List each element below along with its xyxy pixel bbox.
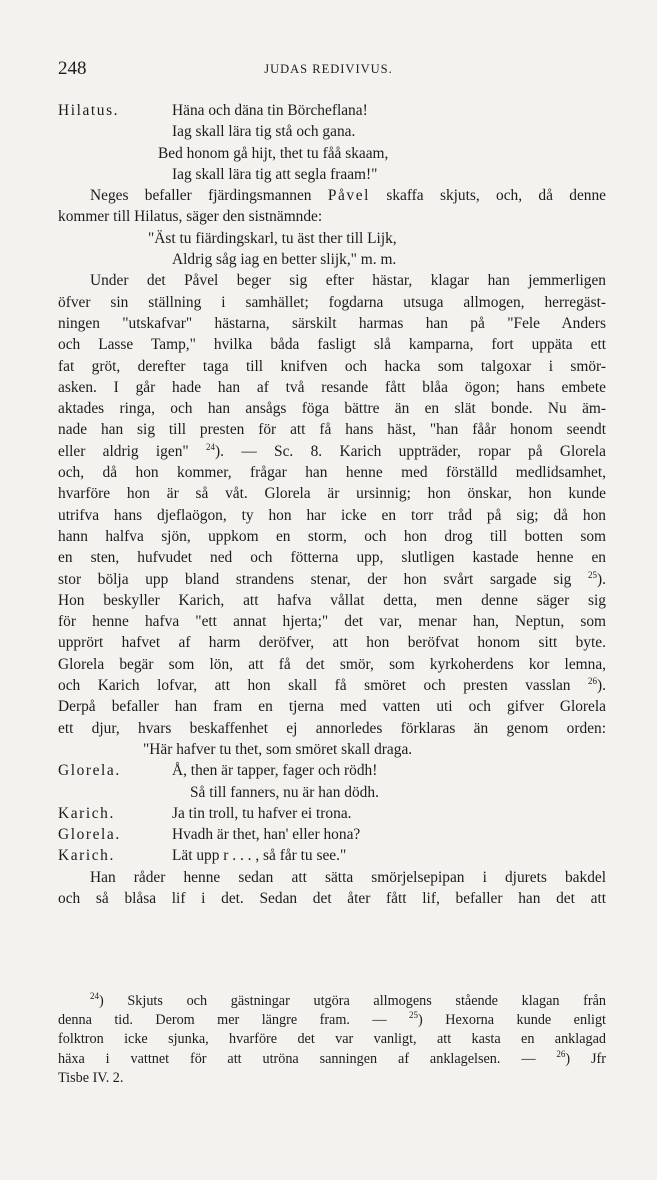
line-text: "Äst tu fiärdingskarl, tu äst ther till Lijk, xyxy=(148,229,397,247)
line-text: öfver sin ställning i samhället; fogdarna utsuga allmogen, herregäst- xyxy=(58,293,606,311)
line-text: upprört hafvet af harm deröfver, att hon beröfvat honom sitt byte. xyxy=(58,634,606,652)
line-text: Hvadh är thet, han' eller hona? xyxy=(172,826,361,844)
speaker-name: Glorela. xyxy=(58,762,121,780)
line-text: och så blåsa lif i det. Sedan det åter fått lif, befaller han det att xyxy=(58,889,606,907)
footnotes-line: häxa i vattnet för att utröna sanningen af anklagelsen. — $^{26}$) Jfr xyxy=(58,1048,606,1067)
lines-line xyxy=(58,462,606,483)
lines-line xyxy=(58,888,606,909)
line-text: aktades ringa, och han ansågs föga bättre än en slät bonde. Nu äm- xyxy=(58,400,606,418)
line-text: Lät upp r . . . , så får tu see." xyxy=(172,847,347,865)
line-text: Hon beskyller Karich, att hafva vållat detta, men denne säger sig xyxy=(58,591,606,609)
lines-line xyxy=(58,590,606,611)
line-text: en sten, hufvudet ned och fötterna upp, slutligen kastade henne en xyxy=(58,549,606,567)
lines-line xyxy=(58,143,606,164)
line-text: och, då hon kommer, frågar han henne med förställd medlidsamhet, xyxy=(58,464,606,482)
line-text: och Lasse Tamp," hvilka båda fasligt slå kamparna, fort uppäta ett xyxy=(58,336,606,354)
line-text: Tisbe IV. 2. xyxy=(58,1069,124,1086)
lines-line xyxy=(58,718,606,739)
line-text: Så till fanners, nu är han dödh. xyxy=(190,783,379,801)
line-text: ningen "utskafvar" hästarna, särskilt harmas han på "Fele Anders xyxy=(58,314,606,332)
footnote-marker: 24 xyxy=(206,441,216,452)
lines-line xyxy=(58,313,606,334)
lines-line xyxy=(58,100,606,121)
lines-line xyxy=(58,526,606,547)
lines-line xyxy=(58,696,606,717)
footnotes xyxy=(58,992,606,1088)
footnotes-line xyxy=(58,1030,606,1049)
lines-line xyxy=(58,377,606,398)
lines-line xyxy=(58,270,606,291)
footnote-marker: 24 xyxy=(90,991,99,1001)
lines-line xyxy=(58,398,606,419)
line-text: för henne hafva "ett annat hjerta;" det var, menar han, Neptun, som xyxy=(58,613,606,631)
running-head: JUDAS REDIVIVUS. xyxy=(264,62,393,76)
line-text: kommer till Hilatus, säger den sistnämnde: xyxy=(58,208,323,226)
line-text: Iag skall lära tig att segla fraam!" xyxy=(172,165,378,183)
lines-line xyxy=(58,803,606,824)
lines-line: Neges befaller fjärdingsmannen Påvel skaffa skjuts, och, då denne xyxy=(90,187,606,205)
line-text: hvarföre hon är så våt. Glorela är ursinnig; hon önskar, hon kunde xyxy=(58,485,606,503)
lines-line xyxy=(58,206,606,227)
line-text: hann halfva sjön, uppkom en storm, och hon drog till botten som xyxy=(58,527,606,545)
lines-line xyxy=(58,824,606,845)
lines-line xyxy=(58,121,606,142)
lines-line xyxy=(58,782,606,803)
speaker-name: Hilatus. xyxy=(58,102,120,119)
footnote-marker: 26 xyxy=(588,676,598,687)
lines-line: eller aldrig igen" $^{24}$). — Sc. 8. Karich uppträder, ropar på Glorela xyxy=(58,441,607,460)
lines-line xyxy=(58,632,606,653)
speaker-name: Karich. xyxy=(58,847,115,865)
main-text xyxy=(58,100,606,909)
lines-line xyxy=(58,249,606,270)
lines-line xyxy=(58,334,606,355)
line-text: Glorela begär som lön, att få det smör, som kyrkoherdens kor lemna, xyxy=(58,655,606,673)
footnote-marker: 26 xyxy=(556,1048,566,1059)
line-text: Derpå befaller han fram en tjerna med vatten uti och gifver Glorela xyxy=(58,698,606,716)
lines-line xyxy=(58,483,606,504)
line-text: "Här hafver tu thet, som smöret skall draga. xyxy=(143,740,413,758)
line-text: Iag skall lära tig stå och gana. xyxy=(172,123,356,141)
lines-line xyxy=(58,845,606,866)
lines-line xyxy=(58,419,606,440)
footnote-marker: 25 xyxy=(588,569,598,580)
lines-line: stor bölja upp bland strandens stenar, der hon svårt sargade sig $^{25}$). xyxy=(58,569,606,588)
line-text: fat gröt, derefter taga till knifven och hacka som talgoxar i smör- xyxy=(58,357,606,375)
lines-line xyxy=(58,739,606,760)
line-text: Under det Påvel beger sig efter hästar, klagar han jemmerligen xyxy=(90,272,606,290)
line-text: utrifva hans djeflaögon, ty hon har icke en torr tråd på sig; då hon xyxy=(58,506,606,524)
line-text: folktron icke sjunka, hvarföre det var vanligt, att kasta en anklagad xyxy=(58,1031,606,1048)
footnotes-line xyxy=(58,1069,606,1088)
speaker-name: Glorela. xyxy=(58,826,121,844)
line-text: Han råder henne sedan att sätta smörjelsepipan i djurets bakdel xyxy=(90,868,606,886)
line-text: Aldrig såg iag en better slijk," m. m. xyxy=(172,251,397,269)
page-header xyxy=(58,58,599,82)
lines-line xyxy=(58,547,606,568)
lines-line xyxy=(58,228,606,249)
line-text: Ja tin troll, tu hafver ei trona. xyxy=(172,804,352,822)
line-text: nade han sig till presten för att få hans häst, "han fåår honom seendt xyxy=(58,421,606,439)
lines-line: och Karich lofvar, att hon skall få smöret och presten vasslan $^{26}$). xyxy=(58,676,606,695)
lines-line xyxy=(58,654,606,675)
lines-line xyxy=(58,611,606,632)
lines-line xyxy=(58,760,606,781)
lines-line xyxy=(58,292,606,313)
footnote-marker: 25 xyxy=(409,1010,419,1021)
footnotes-line: denna tid. Derom mer längre fram. — $^{25}$) Hexorna kunde enligt xyxy=(58,1010,606,1029)
line-text: Å, then är tapper, fager och rödh! xyxy=(172,762,378,780)
lines-line xyxy=(58,164,606,185)
page-number: 248 xyxy=(58,58,87,79)
lines-line xyxy=(58,867,606,888)
footnotes-line: $^{24}$) Skjuts och gästningar utgöra allmogens stående klagan från xyxy=(90,991,606,1009)
line-text: ett djur, hvars beskaffenhet ej annorledes förklaras än genom orden: xyxy=(58,719,606,737)
lines-line xyxy=(58,505,606,526)
line-text: asken. I går hade han af två resande fått blåa ögon; hans embete xyxy=(58,378,606,396)
line-text: Bed honom gå hijt, thet tu fåå skaam, xyxy=(158,144,389,162)
line-text: Häna och däna tin Börcheflana! xyxy=(172,102,368,119)
spaced-name: Påvel xyxy=(327,187,371,205)
lines-line xyxy=(58,356,606,377)
speaker-name: Karich. xyxy=(58,804,115,822)
